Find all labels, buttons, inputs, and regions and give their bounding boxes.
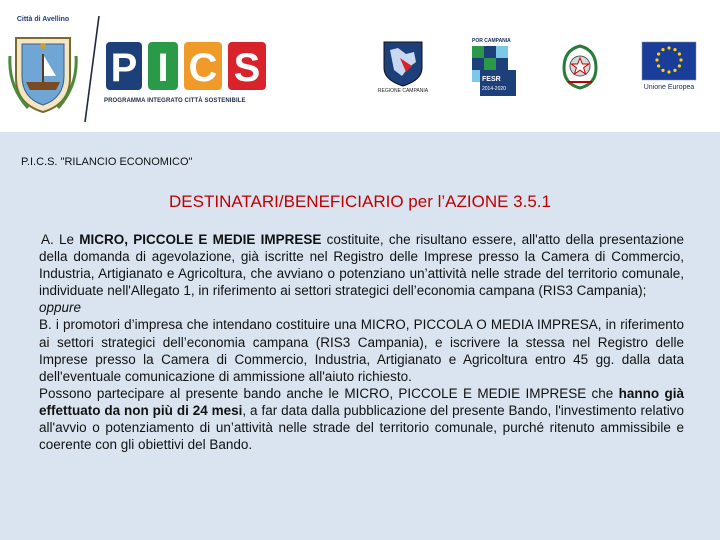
campania-caption: REGIONE CAMPANIA xyxy=(377,88,429,94)
fesr-caption-mid: FESR xyxy=(482,76,501,83)
svg-text:I: I xyxy=(157,46,169,90)
paragraph-c xyxy=(39,385,684,453)
campania-emblem-icon xyxy=(372,38,434,88)
crest-shield-icon xyxy=(8,16,78,116)
svg-text:C: C xyxy=(188,46,218,90)
pics-logo xyxy=(104,36,274,108)
oppure-text: oppure xyxy=(39,300,82,316)
italian-republic-emblem xyxy=(560,42,600,92)
svg-text:S: S xyxy=(233,46,261,90)
crest-title: Città di Avellino xyxy=(16,16,70,23)
paragraph-c-rest: , a far data dalla pubblicazione del presente Bando, l'investimento relativo all'avvio o potenziamento di un’attività nelle strade del territorio comunale, purché ritenuto ammissibile e coerente con gli obiettivi del Bando. xyxy=(39,402,684,453)
document-body xyxy=(0,132,720,540)
fesr-caption-bottom: 2014-2020 xyxy=(482,86,506,92)
oppure-line xyxy=(39,299,684,316)
logo-header xyxy=(0,0,720,132)
paragraph-c-prefix: Possono partecipare al presente bando anche le MICRO, PICCOLE E MEDIE IMPRESE che xyxy=(39,385,619,401)
avellino-crest-logo xyxy=(8,16,78,116)
paragraph-a xyxy=(39,231,684,299)
italy-emblem-icon xyxy=(560,42,600,92)
eu-caption: Unione Europea xyxy=(643,84,695,91)
por-campania-fesr-logo xyxy=(470,38,520,98)
regione-campania-logo xyxy=(372,38,434,96)
header-divider xyxy=(82,14,102,124)
pics-subtitle: PROGRAMMA INTEGRATO CITTÀ SOSTENIBILE xyxy=(104,98,246,104)
pics-letters-icon xyxy=(104,36,274,96)
unione-europea-logo xyxy=(640,40,698,98)
paragraph-b: B. i promotori d’impresa che intendano costituire una MICRO, PICCOLA O MEDIA IMPRESA, in riferimento ai settori strategici dell’economia campana (RIS3 Campania), e iscrivere la stessa nel Registro delle Imprese presso la Camera di Commercio, Industria, Artigianato e Agricoltura entro 45 gg. dalla data dell'eventuale comunicazione di ammissione all'aiuto richiesto. xyxy=(39,317,684,384)
paragraph-a-rest: costituite, che risultano essere, all'atto della presentazione della domanda di agevolazione, già iscritte nel Registro delle Imprese presso la Camera di Commercio, Industria, Artigianato e Agricoltura, che avviano o potenziano un’attività nelle strade del territorio comunale, individuate nell'Allegato 1, in riferimento ai settori strategici dell’economia campana (RIS3 Campania); xyxy=(39,232,684,299)
svg-text:P: P xyxy=(110,46,138,90)
page-title: DESTINATARI/BENEFICIARIO per l’AZIONE 3.5.1 xyxy=(169,192,551,211)
paragraph-a-prefix: A. Le xyxy=(41,232,80,247)
eu-flag-icon xyxy=(640,40,698,82)
fesr-caption-top: POR CAMPANIA xyxy=(472,38,511,44)
paragraph-a-bold: MICRO, PICCOLE E MEDIE IMPRESE xyxy=(79,232,322,247)
eligibility-text xyxy=(39,231,684,453)
program-label: P.I.C.S. "RILANCIO ECONOMICO" xyxy=(21,156,193,168)
paragraph-c-bold: hanno già effettuato da non più di 24 mesi xyxy=(39,385,685,418)
